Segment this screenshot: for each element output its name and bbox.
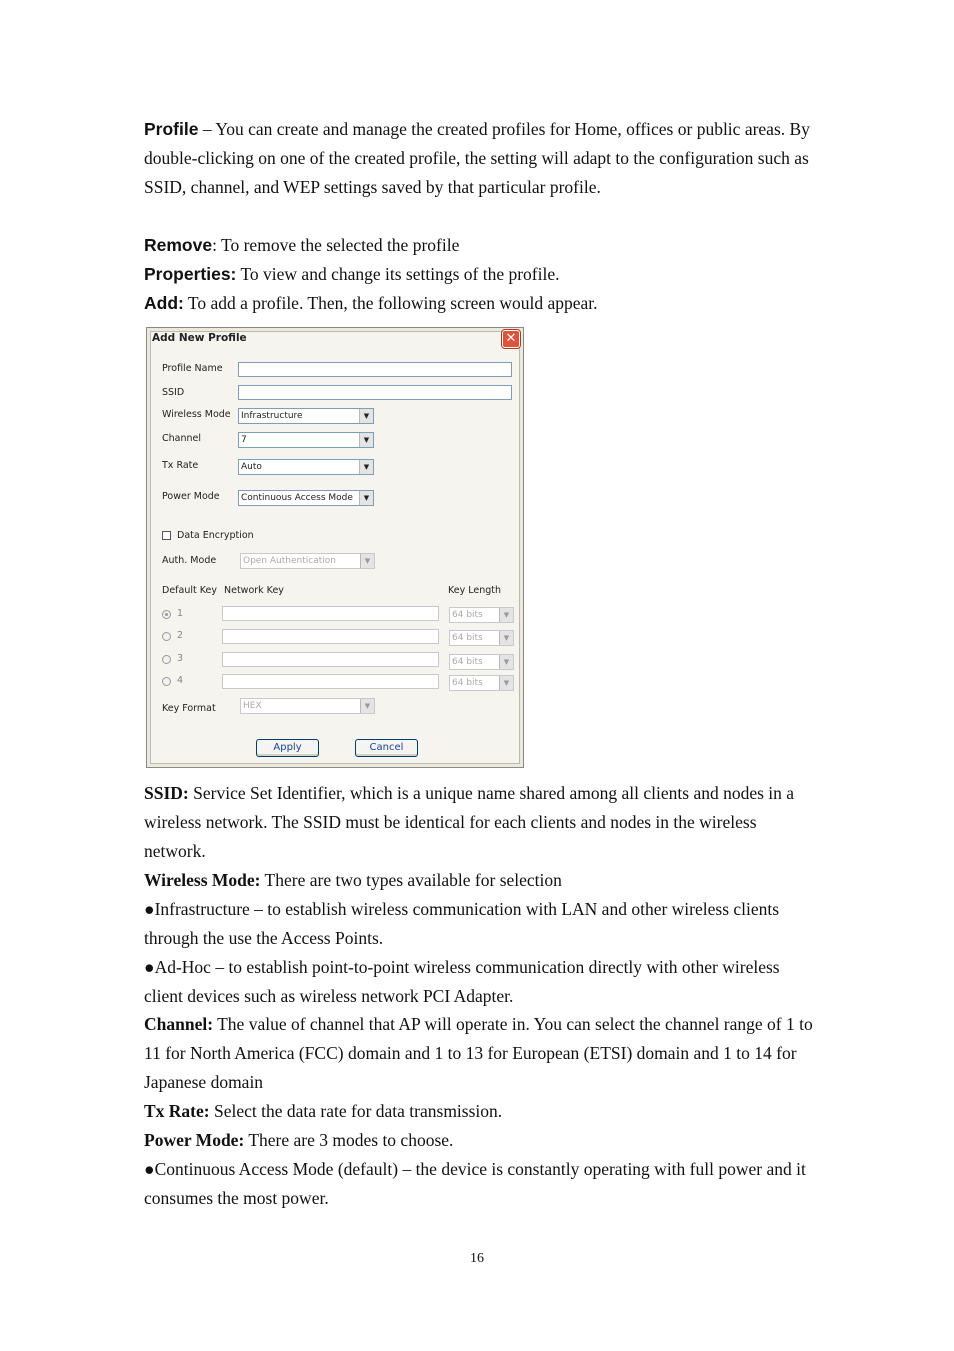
key-length-label: Key Length xyxy=(448,585,502,596)
data-encryption-checkbox[interactable] xyxy=(162,531,171,540)
add-paragraph xyxy=(144,289,814,318)
auth-mode-value: Open Authentication xyxy=(243,556,336,566)
key-index: 2 xyxy=(177,630,184,641)
key-length-select[interactable] xyxy=(449,675,514,691)
tx-rate-term: Tx Rate: xyxy=(144,1101,210,1121)
ssid-label: SSID xyxy=(162,387,185,398)
power-mode-value: Continuous Access Mode xyxy=(241,493,353,503)
default-key-radio[interactable] xyxy=(162,610,171,619)
channel-value: 7 xyxy=(241,435,247,445)
power-mode-paragraph xyxy=(144,1126,814,1155)
channel-description: The value of channel that AP will operate in. You can select the channel range of 1 to 11 for North America (FCC) domain and 1 to 13 for European (ETSI) domain and 1 to 14 for Japanese domain xyxy=(144,1014,813,1092)
channel-select[interactable] xyxy=(238,432,374,448)
add-new-profile-dialog xyxy=(146,327,524,768)
default-key-radio[interactable] xyxy=(162,655,171,664)
default-key-label: Default Key xyxy=(162,585,217,596)
apply-button[interactable]: Apply xyxy=(256,739,319,757)
close-icon: ✕ xyxy=(505,331,517,346)
auth-mode-label: Auth. Mode xyxy=(162,555,217,566)
wireless-mode-label: Wireless Mode xyxy=(162,409,231,420)
cancel-button[interactable]: Cancel xyxy=(355,739,418,757)
profile-name-label: Profile Name xyxy=(162,363,223,374)
power-mode-label: Power Mode xyxy=(162,491,220,502)
network-key-input[interactable] xyxy=(222,652,439,667)
power-mode-select[interactable] xyxy=(238,490,374,506)
infrastructure-bullet: ●Infrastructure – to establish wireless communication with LAN and other wireless clients through the use the Access Points. xyxy=(144,899,780,948)
chevron-down-icon[interactable]: ▼ xyxy=(360,554,374,568)
power-mode-term: Power Mode: xyxy=(144,1130,245,1150)
remove-description: : To remove the selected the profile xyxy=(212,235,460,255)
key-length-value: 64 bits xyxy=(452,610,483,620)
chevron-down-icon[interactable]: ▼ xyxy=(360,699,374,713)
dialog-title: Add New Profile xyxy=(152,332,247,344)
tx-rate-paragraph xyxy=(144,1097,814,1126)
properties-description: To view and change its settings of the profile. xyxy=(236,264,560,284)
key-length-value: 64 bits xyxy=(452,678,483,688)
chevron-down-icon[interactable]: ▼ xyxy=(359,409,373,423)
ssid-paragraph xyxy=(144,779,814,866)
chevron-down-icon[interactable]: ▼ xyxy=(359,433,373,447)
wireless-mode-value: Infrastructure xyxy=(241,411,303,421)
chevron-down-icon[interactable]: ▼ xyxy=(499,631,513,645)
network-key-input[interactable] xyxy=(222,606,439,621)
ssid-input[interactable] xyxy=(238,385,512,400)
dialog-titlebar xyxy=(147,328,523,350)
add-term: Add: xyxy=(144,293,184,313)
channel-label: Channel xyxy=(162,433,202,444)
default-key-radio[interactable] xyxy=(162,677,171,686)
remove-term: Remove xyxy=(144,235,213,255)
chevron-down-icon[interactable]: ▼ xyxy=(359,491,373,505)
profile-description: – You can create and manage the created profiles for Home, offices or public areas. By double-clicking on one of the created profile, the setting will adapt to the configuration such as SSID, channel, and WEP settings saved by that particular profile. xyxy=(144,119,810,197)
key-index: 4 xyxy=(177,675,184,686)
close-button[interactable] xyxy=(502,330,520,348)
key-length-value: 64 bits xyxy=(452,633,483,643)
network-key-label: Network Key xyxy=(224,585,284,596)
wireless-mode-term: Wireless Mode: xyxy=(144,870,261,890)
chevron-down-icon[interactable]: ▼ xyxy=(499,655,513,669)
remove-paragraph xyxy=(144,231,814,260)
wireless-mode-paragraph xyxy=(144,866,814,895)
key-length-select[interactable] xyxy=(449,607,514,623)
wireless-mode-select[interactable] xyxy=(238,408,374,424)
adhoc-bullet: ●Ad-Hoc – to establish point-to-point wireless communication directly with other wireless client devices such as wireless network PCI Adapter. xyxy=(144,957,780,1006)
tx-rate-select[interactable] xyxy=(238,459,374,475)
tx-rate-label: Tx Rate xyxy=(162,460,199,471)
auth-mode-select[interactable] xyxy=(240,553,375,569)
key-format-select[interactable] xyxy=(240,698,375,714)
key-length-select[interactable] xyxy=(449,654,514,670)
chevron-down-icon[interactable]: ▼ xyxy=(499,608,513,622)
network-key-input[interactable] xyxy=(222,674,439,689)
tx-rate-description: Select the data rate for data transmission. xyxy=(209,1101,503,1121)
properties-term: Properties: xyxy=(144,264,237,284)
key-index: 1 xyxy=(177,608,184,619)
key-format-label: Key Format xyxy=(162,703,216,714)
ssid-term: SSID: xyxy=(144,783,189,803)
chevron-down-icon[interactable]: ▼ xyxy=(359,460,373,474)
profile-name-input[interactable] xyxy=(238,362,512,377)
key-format-value: HEX xyxy=(243,701,262,711)
profile-paragraph xyxy=(144,115,814,202)
properties-paragraph xyxy=(144,260,814,289)
continuous-access-bullet: ●Continuous Access Mode (default) – the device is constantly operating with full power and it consumes the most power. xyxy=(144,1159,806,1208)
default-key-radio[interactable] xyxy=(162,632,171,641)
tx-rate-value: Auto xyxy=(241,462,262,472)
profile-term: Profile xyxy=(144,119,199,139)
page-number: 16 xyxy=(470,1251,484,1266)
wireless-mode-description: There are two types available for selection xyxy=(260,870,562,890)
add-description: To add a profile. Then, the following screen would appear. xyxy=(183,293,598,313)
network-key-input[interactable] xyxy=(222,629,439,644)
ssid-description: Service Set Identifier, which is a unique name shared among all clients and nodes in a wireless network. The SSID must be identical for each clients and nodes in the wireless network. xyxy=(144,783,795,861)
key-length-value: 64 bits xyxy=(452,657,483,667)
channel-paragraph xyxy=(144,1010,814,1097)
key-length-select[interactable] xyxy=(449,630,514,646)
power-mode-description: There are 3 modes to choose. xyxy=(244,1130,454,1150)
chevron-down-icon[interactable]: ▼ xyxy=(499,676,513,690)
channel-term: Channel: xyxy=(144,1014,214,1034)
key-index: 3 xyxy=(177,653,184,664)
data-encryption-label: Data Encryption xyxy=(177,530,254,541)
